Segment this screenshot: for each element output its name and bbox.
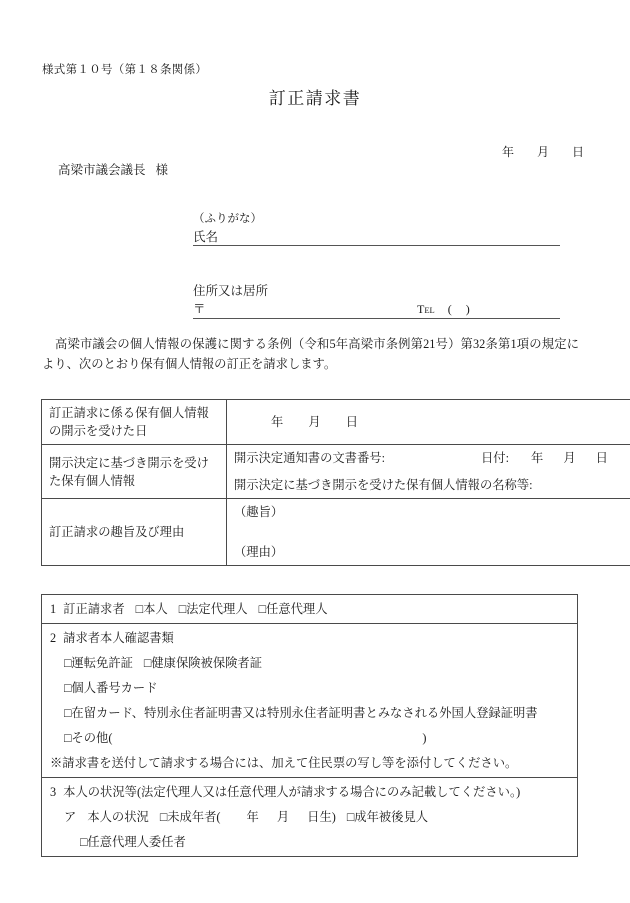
tel-label: TEL — [417, 302, 435, 316]
checkbox-option-voluntary-rep[interactable]: □任意代理人 — [258, 602, 328, 616]
document-number-line — [234, 449, 630, 467]
month-label: 月 — [308, 415, 321, 429]
section-2-identity-documents — [42, 624, 578, 778]
checkbox-option-health-insurance[interactable]: □健康保険被保険者証 — [143, 656, 263, 670]
row-value-disclosure-date[interactable] — [227, 400, 630, 445]
date-month-label: 月 — [536, 145, 549, 159]
day-label: 日 — [595, 451, 608, 465]
section-3-principal-status — [42, 778, 578, 857]
section-3-title-line — [50, 783, 569, 801]
checkbox-row-license-insurance — [50, 654, 569, 672]
table-row — [42, 778, 578, 857]
section-3-sub-line — [50, 808, 569, 826]
submission-date-line — [502, 143, 584, 160]
row-label-disclosure-date — [42, 400, 227, 445]
form-number: 様式第１０号（第１８条関係） — [42, 64, 208, 76]
intro-paragraph: 高梁市議会の個人情報の保護に関する条例（令和5年高梁市条例第21号）第32条第1項の規定により、次のとおり保有個人情報の訂正を請求します。 — [42, 337, 579, 371]
section-3-sub-marker: ア — [64, 810, 77, 824]
checkbox-option-minor[interactable]: □未成年者( 年 月 日生) — [159, 810, 336, 824]
section-2-title-line — [50, 629, 569, 647]
year-label: 年 — [531, 451, 544, 465]
date-year-label: 年 — [501, 145, 514, 159]
page-title: 訂正請求書 — [268, 89, 362, 108]
table-row — [42, 445, 630, 499]
checkbox-option-my-number-card[interactable]: □個人番号カード — [64, 681, 158, 695]
section-3-number: 3 — [50, 785, 57, 799]
section-1-number: 1 — [50, 602, 57, 616]
checkbox-option-adult-ward[interactable]: □成年被後見人 — [346, 810, 429, 824]
table-row — [42, 595, 578, 624]
addressee — [58, 160, 168, 178]
name-field-row[interactable] — [193, 227, 560, 246]
addressee-name: 高梁市議会議長 — [58, 163, 146, 177]
disclosure-info-table — [41, 399, 630, 566]
date-day-label: 日 — [571, 145, 584, 159]
table-row — [42, 624, 578, 778]
issue-date-label: 日付: — [480, 451, 509, 465]
tel-area-code-parens: () — [447, 302, 484, 316]
furigana-label: （ふりがな） — [193, 213, 262, 225]
section-2-number: 2 — [50, 631, 57, 645]
checkbox-option-legal-rep[interactable]: □法定代理人 — [178, 602, 248, 616]
checkbox-option-residence-card[interactable]: □在留カード、特別永住者証明書又は特別永住者証明書とみなされる外国人登録証明書 — [64, 706, 538, 720]
section-1-requester — [42, 595, 578, 624]
year-label: 年 — [271, 415, 284, 429]
label-line: の開示を受けた日 — [49, 424, 148, 438]
document-number-label: 開示決定通知書の文書番号: — [234, 451, 385, 465]
purpose-label: （趣旨） — [234, 505, 284, 519]
section-2-note: ※請求書を送付して請求する場合には、加えて住民票の写し等を添付してください。 — [50, 756, 518, 770]
section-1-line — [50, 600, 569, 618]
identity-checklist-table — [41, 594, 578, 857]
checkbox-other-close: ) — [422, 731, 427, 745]
section-2-title: 請求者本人確認書類 — [63, 631, 174, 645]
section-3-title: 本人の状況等(法定代理人又は任意代理人が請求する場合にのみ記載してください。) — [63, 785, 521, 799]
row-label-disclosed-info — [42, 445, 227, 499]
info-name-label: 開示決定に基づき開示を受けた保有個人情報の名称等: — [234, 478, 533, 492]
month-label: 月 — [563, 451, 576, 465]
checkbox-option-self[interactable]: □本人 — [135, 602, 168, 616]
label-line: 開示決定に基づき開示を受け — [49, 455, 209, 470]
table-row — [42, 400, 630, 445]
telephone-field[interactable] — [417, 302, 484, 317]
label-line: 訂正請求に係る保有個人情報 — [49, 406, 209, 420]
reason-label: （理由） — [234, 545, 284, 559]
ymd-group — [271, 415, 358, 429]
table-row — [42, 499, 630, 566]
row-value-disclosed-info[interactable] — [227, 445, 630, 499]
row-label-purpose-reason: 訂正請求の趣旨及び理由 — [42, 499, 227, 566]
name-label: 氏名 — [193, 230, 219, 244]
checkbox-option-voluntary-delegator[interactable]: □任意代理人委任者 — [80, 835, 186, 849]
address-label: 住所又は居所 — [193, 284, 269, 298]
checkbox-other-open: □その他( — [64, 731, 113, 745]
day-label: 日 — [345, 415, 359, 429]
label-line: た保有個人情報 — [49, 473, 136, 488]
address-field-row[interactable] — [193, 301, 560, 319]
checkbox-option-drivers-license[interactable]: □運転免許証 — [64, 656, 133, 670]
section-3-sub-title: 本人の状況 — [87, 810, 149, 824]
checkbox-option-other[interactable] — [50, 729, 569, 747]
row-value-purpose-reason[interactable] — [227, 499, 630, 566]
addressee-honorific: 様 — [155, 163, 169, 177]
section-1-title: 訂正請求者 — [63, 602, 125, 616]
postal-mark: 〒 — [193, 302, 206, 316]
ymd-group — [509, 451, 608, 465]
